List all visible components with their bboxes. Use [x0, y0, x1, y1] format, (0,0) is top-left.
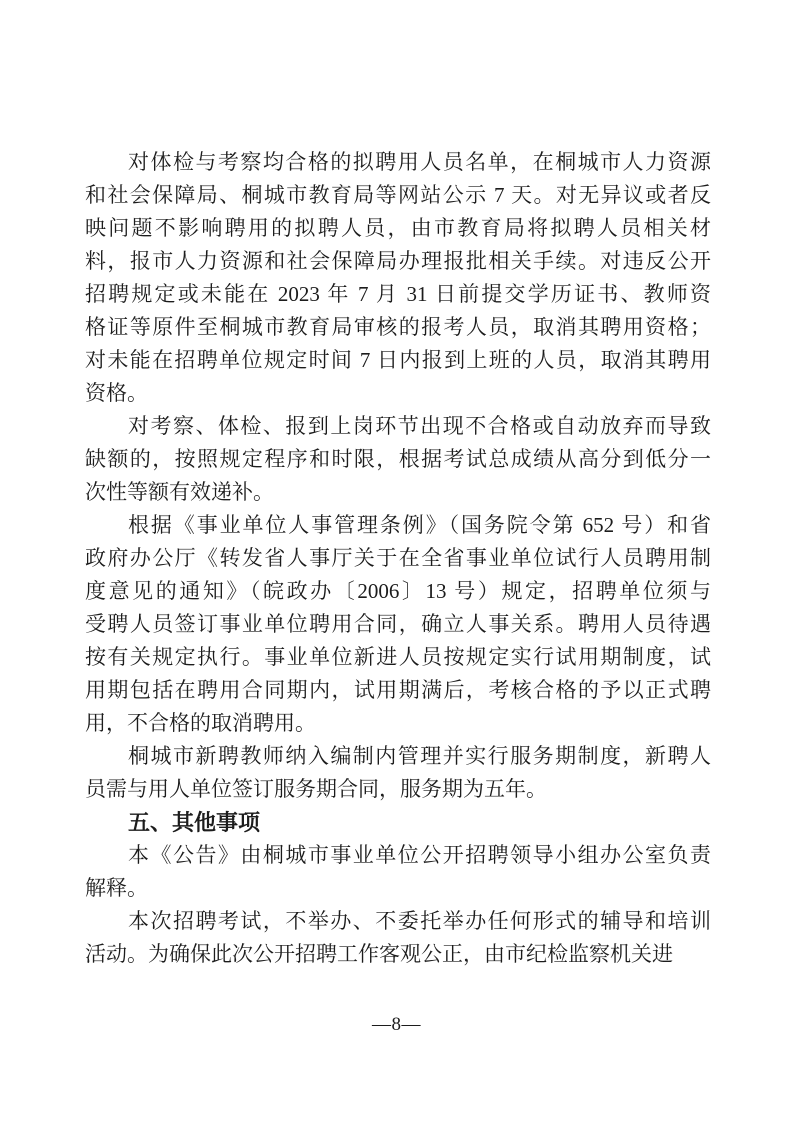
page-number: —8— — [372, 1014, 421, 1035]
paragraph — [85, 509, 711, 740]
text-line: 对考察、体检、报到上岗环节出现不合格或自动放弃而导致 — [128, 414, 711, 438]
page-footer — [0, 1014, 793, 1036]
text-line: 次性等额有效递补。 — [85, 480, 274, 504]
text-line: 映问题不影响聘用的拟聘人员，由市教育局将拟聘人员相关材 — [85, 216, 711, 240]
paragraph — [85, 146, 711, 410]
document-body — [85, 146, 711, 971]
text-line: 按有关规定执行。事业单位新进人员按规定实行试用期制度，试 — [85, 645, 711, 669]
paragraph — [85, 839, 711, 905]
section-heading — [85, 806, 711, 839]
text-line: 格证等原件至桐城市教育局审核的报考人员，取消其聘用资格； — [85, 315, 711, 339]
text-line: 本《公告》由桐城市事业单位公开招聘领导小组办公室负责 — [128, 843, 711, 867]
text-line: 活动。为确保此次公开招聘工作客观公正，由市纪检监察机关进 — [85, 942, 673, 966]
text-line: 资格。 — [85, 381, 148, 405]
heading-line: 五、其他事项 — [128, 810, 261, 835]
text-line: 对体检与考察均合格的拟聘用人员名单，在桐城市人力资源 — [128, 150, 711, 174]
paragraph — [85, 740, 711, 806]
text-line: 缺额的，按照规定程序和时限，根据考试总成绩从高分到低分一 — [85, 447, 711, 471]
text-line: 政府办公厅《转发省人事厅关于在全省事业单位试行人员聘用制 — [85, 546, 711, 570]
text-line: 料，报市人力资源和社会保障局办理报批相关手续。对违反公开 — [85, 249, 711, 273]
text-line: 解释。 — [85, 876, 148, 900]
text-line: 员需与用人单位签订服务期合同，服务期为五年。 — [85, 777, 547, 801]
text-line: 和社会保障局、桐城市教育局等网站公示 7 天。对无异议或者反 — [85, 183, 711, 207]
text-line: 本次招聘考试，不举办、不委托举办任何形式的辅导和培训 — [128, 909, 711, 933]
text-line: 用期包括在聘用合同期内，试用期满后，考核合格的予以正式聘 — [85, 678, 711, 702]
paragraph — [85, 410, 711, 509]
paragraph — [85, 905, 711, 971]
text-line: 桐城市新聘教师纳入编制内管理并实行服务期制度，新聘人 — [128, 744, 711, 768]
text-line: 受聘人员签订事业单位聘用合同，确立人事关系。聘用人员待遇 — [85, 612, 711, 636]
text-line: 对未能在招聘单位规定时间 7 日内报到上班的人员，取消其聘用 — [85, 348, 711, 372]
text-line: 招聘规定或未能在 2023 年 7 月 31 日前提交学历证书、教师资 — [85, 282, 711, 306]
text-line: 用，不合格的取消聘用。 — [85, 711, 316, 735]
text-line: 根据《事业单位人事管理条例》（国务院令第 652 号）和省 — [128, 513, 711, 537]
text-line: 度意见的通知》（皖政办〔2006〕13 号）规定，招聘单位须与 — [85, 579, 711, 603]
